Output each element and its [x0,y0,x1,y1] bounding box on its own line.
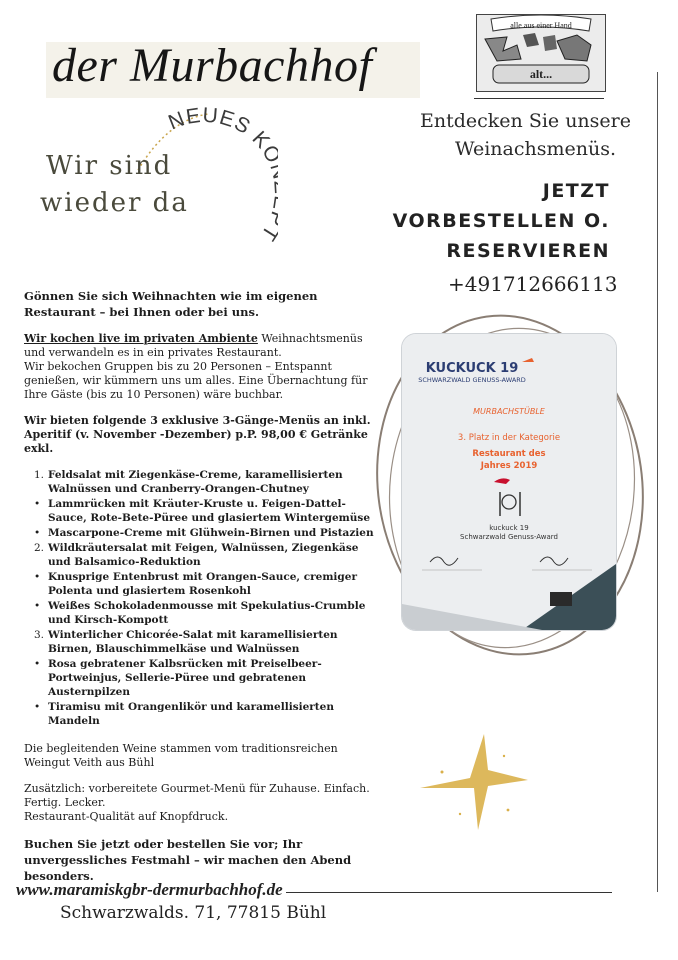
list-text: Mascarpone-Creme mit Glühwein-Birnen und Pistazien [48,527,374,539]
page-title: der Murbachhof [52,39,373,92]
intro-text: Gönnen Sie sich Weihnachten wie im eigenen Restaurant – bei Ihnen oder bei uns. [24,289,318,319]
svg-text:NEUES KONZEPT [165,104,278,246]
list-text: Weißes Schokoladenmousse mit Spekulatius-Crumble und Kirsch-Kompott [48,600,366,626]
offer-text: Wir bieten folgende 3 exklusive 3-Gänge-Menüs an inkl. Aperitif (v. November -Dezember) p.P. 98,00 € Getränke exkl. [24,414,371,455]
extra-paragraph [24,782,374,824]
discover-line1: Entdecken Sie unsere [420,110,631,132]
cta-line2: VORBESTELLEN O. [392,210,610,232]
extra-line2: Restaurant-Qualität auf Knopfdruck. [24,810,229,823]
neues-konzept-ring [128,100,278,270]
brand-logo [476,14,606,92]
slogan-line1: Wir sind [46,151,173,181]
ring-text: NEUES K [165,103,275,154]
list-item [34,497,374,525]
list-marker: 1. [34,469,45,481]
gold-star-icon [412,728,532,832]
list-text: Lammrücken mit Kräuter-Kruste u. Feigen-Dattel-Sauce, Rote-Bete-Püree und glasiertem Wintergemüse [48,498,371,524]
award-brand: KUCKUCK 19 [425,361,519,376]
closing-text: Buchen Sie jetzt oder bestellen Sie vor; Ihr unvergessliches Festmahl – wir machen den Abend besonders. [24,837,352,883]
cta-line3: RESERVIEREN [446,240,610,262]
award-brand-sub: SCHWARZWALD GENUSS-AWARD [418,376,526,384]
wines-text: Die begleitenden Weine stammen vom traditionsreichen Weingut Veith aus Bühl [24,742,338,769]
extra-line1: Zusätzlich: vorbereitete Gourmet-Menü für Zuhause. Einfach. Fertig. Lecker. [24,782,370,809]
list-text: Knusprige Entenbrust mit Orangen-Sauce, cremiger Polenta und glasiertem Rosenkohl [48,571,357,597]
list-item [34,657,374,699]
list-text: Winterlicher Chicorée-Salat mit karamellisierten Birnen, Blauschimmelkäse und Walnüssen [48,629,338,655]
award-category-1: Restaurant des [472,449,546,459]
list-marker: • [34,527,41,539]
list-item [34,541,374,569]
list-item [34,570,374,598]
list-marker: • [34,571,41,583]
list-text: Tiramisu mit Orangenlikör und karamellisierten Mandeln [48,701,334,727]
award-category-2: Jahres 2019 [480,461,538,471]
list-item [34,526,374,540]
groups-text: Wir bekochen Gruppen bis zu 20 Personen – Entspannt genießen, wir kümmern uns um alles. Eine Übernachtung für Ihre Gäste (bis zu 10 Personen) wäre buchbar. [24,360,368,401]
list-marker: 2. [34,542,45,554]
list-item [34,700,374,728]
list-text: Wildkräutersalat mit Feigen, Walnüssen, Ziegenkäse und Balsamico-Reduktion [48,542,359,568]
live-highlight: Wir kochen live im privaten Ambiente [24,332,258,345]
list-item [34,628,374,656]
award-place: 3. Platz in der Kategorie [457,433,561,443]
cta-line1: JETZT [542,180,610,202]
address: Schwarzwalds. 71, 77815 Bühl [60,903,327,923]
award-card [402,334,616,630]
list-text: Rosa gebratener Kalbsrücken mit Preiselbeer-Portweinjus, Sellerie-Püree und gebratenen Austernpilzen [48,658,322,698]
list-marker: • [34,658,41,670]
footer-divider [286,892,612,893]
logo-word: alt... [529,67,553,81]
live-rest: Weihnachtsmenüs und verwandeln es in ein privates Restaurant. [24,332,363,359]
logo-banner-text: alle aus einer Hand [510,21,572,30]
website-link[interactable]: www.maramiskgbr-dermurbachhof.de [16,880,283,899]
menu-list [24,468,374,728]
list-marker: • [34,701,41,713]
award-restaurant: MURBACHSTÜBLE [473,407,545,416]
list-item [34,468,374,496]
list-marker: • [34,600,41,612]
list-item [34,599,374,627]
live-paragraph [24,332,374,402]
list-marker: 3. [34,629,45,641]
award-footer-1: kuckuck 19 [489,524,529,532]
award-certificate [402,334,616,630]
list-marker: • [34,498,41,510]
main-text [24,288,374,896]
award-footer-2: Schwarzwald Genuss-Award [460,533,558,541]
slogan-line2: wieder da [40,188,189,218]
list-text: Feldsalat mit Ziegenkäse-Creme, karamellisierten Walnüssen und Cranberry-Orangen-Chutney [48,469,343,495]
logo-divider [474,98,604,99]
discover-line2: Weinachsmenüs. [455,138,617,160]
phone-number[interactable]: +491712666113 [448,272,618,296]
